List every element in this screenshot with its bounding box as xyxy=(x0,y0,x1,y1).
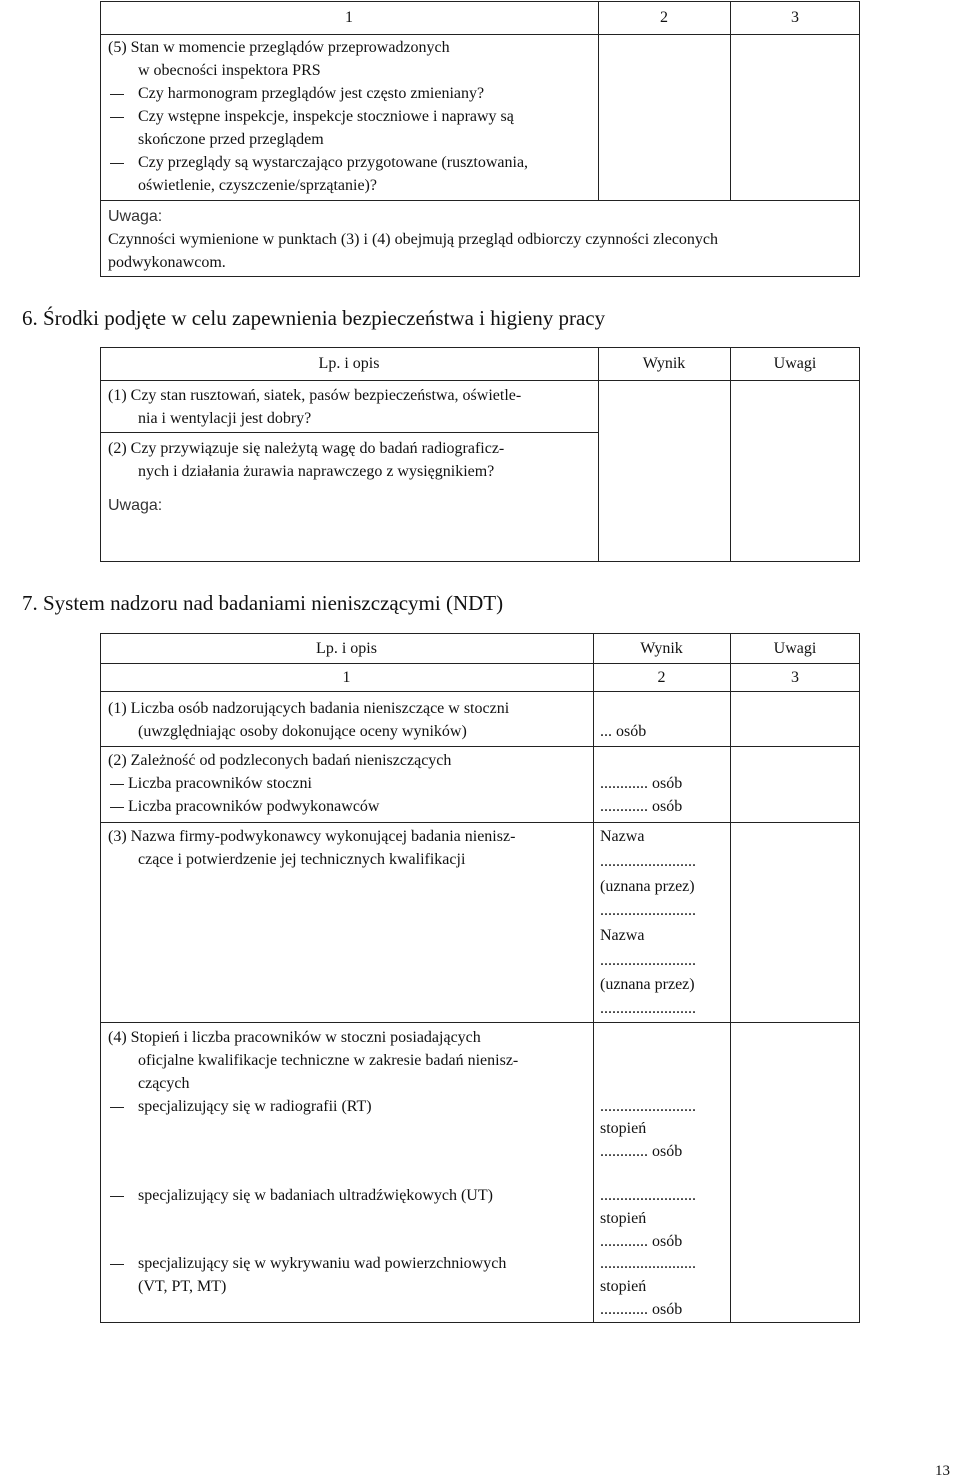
s7-item-3-value: Nazwa xyxy=(600,828,645,845)
s7-header-wynik: Wynik xyxy=(640,640,683,657)
s7-row-line-1 xyxy=(100,746,860,747)
s7-header-uwagi: Uwagi xyxy=(773,640,817,657)
s6-header-lp: Lp. i opis xyxy=(318,355,380,372)
s7-item-3-cont: czące i potwierdzenie jej technicznych kwalifikacji xyxy=(138,851,466,868)
s7-item-4-rt: specjalizujący się w radiografii (RT) xyxy=(138,1098,372,1115)
top-table-row-line xyxy=(100,200,860,201)
s6-row-line xyxy=(100,432,598,433)
s6-col-divider-1 xyxy=(598,347,599,562)
s7-item-3-value: ........................ xyxy=(600,902,696,919)
s7-col-number-1: 1 xyxy=(342,669,351,686)
bullet-dash xyxy=(110,1107,124,1108)
s7-item-1-cont: (uwzględniając osoby dokonujące oceny wyników) xyxy=(138,723,467,740)
s7-item-4-vt-dots: ........................ xyxy=(600,1255,696,1272)
s6-item-2: (2) Czy przywiązuje się należytą wagę do badań radiograficz- xyxy=(108,440,505,457)
section-7-heading: 7. System nadzoru nad badaniami nieniszczącymi (NDT) xyxy=(22,591,504,615)
s7-item-2-value-b: ............ osób xyxy=(600,798,683,815)
s7-item-3-value: ........................ xyxy=(600,952,696,969)
top-table-col-divider-1 xyxy=(598,1,599,200)
s7-item-4-ut-count: ............ osób xyxy=(600,1233,683,1250)
s7-col-number-2: 2 xyxy=(657,669,666,686)
s6-item-2-cont: nych i działania żurawia naprawczego z wysięgnikiem? xyxy=(138,463,495,480)
item-5-title: (5) Stan w momencie przeglądów przeprowadzonych xyxy=(108,39,450,56)
s7-header-lp: Lp. i opis xyxy=(316,640,377,657)
bullet-dash xyxy=(110,784,124,785)
s7-header-line-2 xyxy=(100,691,860,692)
note-text-cont: podwykonawcom. xyxy=(108,254,226,271)
s7-item-4-rt-count: ............ osób xyxy=(600,1143,683,1160)
s7-item-1-value: ... osób xyxy=(600,723,647,740)
s6-item-1-cont: nia i wentylacji jest dobry? xyxy=(138,410,312,427)
note-text: Czynności wymienione w punktach (3) i (4) obejmują przegląd odbiorczy czynności zleconych xyxy=(108,231,719,248)
bullet-dash xyxy=(110,1264,124,1265)
s7-item-3-value: ........................ xyxy=(600,853,696,870)
s7-col-divider-1 xyxy=(593,633,594,1323)
s7-item-2: (2) Zależność od podzleconych badań nieniszczących xyxy=(108,752,452,769)
col-number-3: 3 xyxy=(791,9,799,26)
col-number-1: 1 xyxy=(345,9,353,26)
item-5-title-cont: w obecności inspektora PRS xyxy=(138,62,321,79)
top-table-col-divider-2 xyxy=(730,1,731,200)
question-schedule: Czy harmonogram przeglądów jest często zmieniany? xyxy=(138,85,485,102)
s7-item-3-value: ........................ xyxy=(600,1000,696,1017)
s7-item-4-cont: oficjalne kwalifikacje techniczne w zakresie badań nienisz- xyxy=(138,1052,519,1069)
col-number-2: 2 xyxy=(660,9,668,26)
s7-item-4-vt-cont: (VT, PT, MT) xyxy=(138,1278,227,1295)
s7-item-3-value: Nazwa xyxy=(600,927,645,944)
s7-item-4-vt: specjalizujący się w wykrywaniu wad powierzchniowych xyxy=(138,1255,507,1272)
s7-item-4-vt-count: ............ osób xyxy=(600,1301,683,1318)
section-6-heading: 6. Środki podjęte w celu zapewnienia bezpieczeństwa i higieny pracy xyxy=(22,306,606,330)
s7-item-4-ut-dots: ........................ xyxy=(600,1187,696,1204)
s7-item-4-cont: czących xyxy=(138,1075,190,1092)
question-inspections: Czy wstępne inspekcje, inspekcje stoczniowe i naprawy są xyxy=(138,108,514,125)
s6-col-divider-2 xyxy=(730,347,731,562)
page-number: 13 xyxy=(935,1463,950,1479)
s7-item-3-value: (uznana przez) xyxy=(600,976,695,993)
s7-item-4-rt-dots: ........................ xyxy=(600,1098,696,1115)
s6-header-uwagi: Uwagi xyxy=(773,355,817,372)
bullet-dash xyxy=(110,94,124,95)
s6-header-wynik: Wynik xyxy=(642,355,686,372)
s7-item-1: (1) Liczba osób nadzorujących badania nieniszczące w stoczni xyxy=(108,700,510,717)
s6-note-label: Uwaga: xyxy=(108,497,163,514)
s7-item-2-subcontractors: Liczba pracowników podwykonawców xyxy=(128,798,380,815)
s7-col-divider-2 xyxy=(730,633,731,1323)
bullet-dash xyxy=(110,163,124,164)
question-preparation: Czy przeglądy są wystarczająco przygotowane (rusztowania, xyxy=(138,154,529,171)
s7-item-2-shipyard: Liczba pracowników stoczni xyxy=(128,775,312,792)
s7-item-4-rt-grade: stopień xyxy=(600,1120,647,1137)
s6-item-1: (1) Czy stan rusztowań, siatek, pasów bezpieczeństwa, oświetle- xyxy=(108,387,522,404)
question-preparation-cont: oświetlenie, czyszczenie/sprzątanie)? xyxy=(138,177,377,194)
note-label: Uwaga: xyxy=(108,208,163,225)
bullet-dash xyxy=(110,807,124,808)
bullet-dash xyxy=(110,117,124,118)
s7-item-3: (3) Nazwa firmy-podwykonawcy wykonującej badania nienisz- xyxy=(108,828,516,845)
s7-item-2-value-a: ............ osób xyxy=(600,775,683,792)
s7-row-line-2 xyxy=(100,822,860,823)
s7-item-4: (4) Stopień i liczba pracowników w stoczni posiadających xyxy=(108,1029,481,1046)
s7-col-number-3: 3 xyxy=(791,669,799,686)
s7-item-3-value: (uznana przez) xyxy=(600,878,695,895)
s7-item-4-ut-grade: stopień xyxy=(600,1210,647,1227)
s7-header-line-1 xyxy=(100,663,860,664)
s6-header-line xyxy=(100,380,860,381)
s7-row-line-3 xyxy=(100,1022,860,1023)
question-inspections-cont: skończone przed przeglądem xyxy=(138,131,324,148)
top-table-header-line xyxy=(100,34,860,35)
s7-item-4-vt-grade: stopień xyxy=(600,1278,647,1295)
s7-item-4-ut: specjalizujący się w badaniach ultradźwiękowych (UT) xyxy=(138,1187,493,1204)
bullet-dash xyxy=(110,1196,124,1197)
